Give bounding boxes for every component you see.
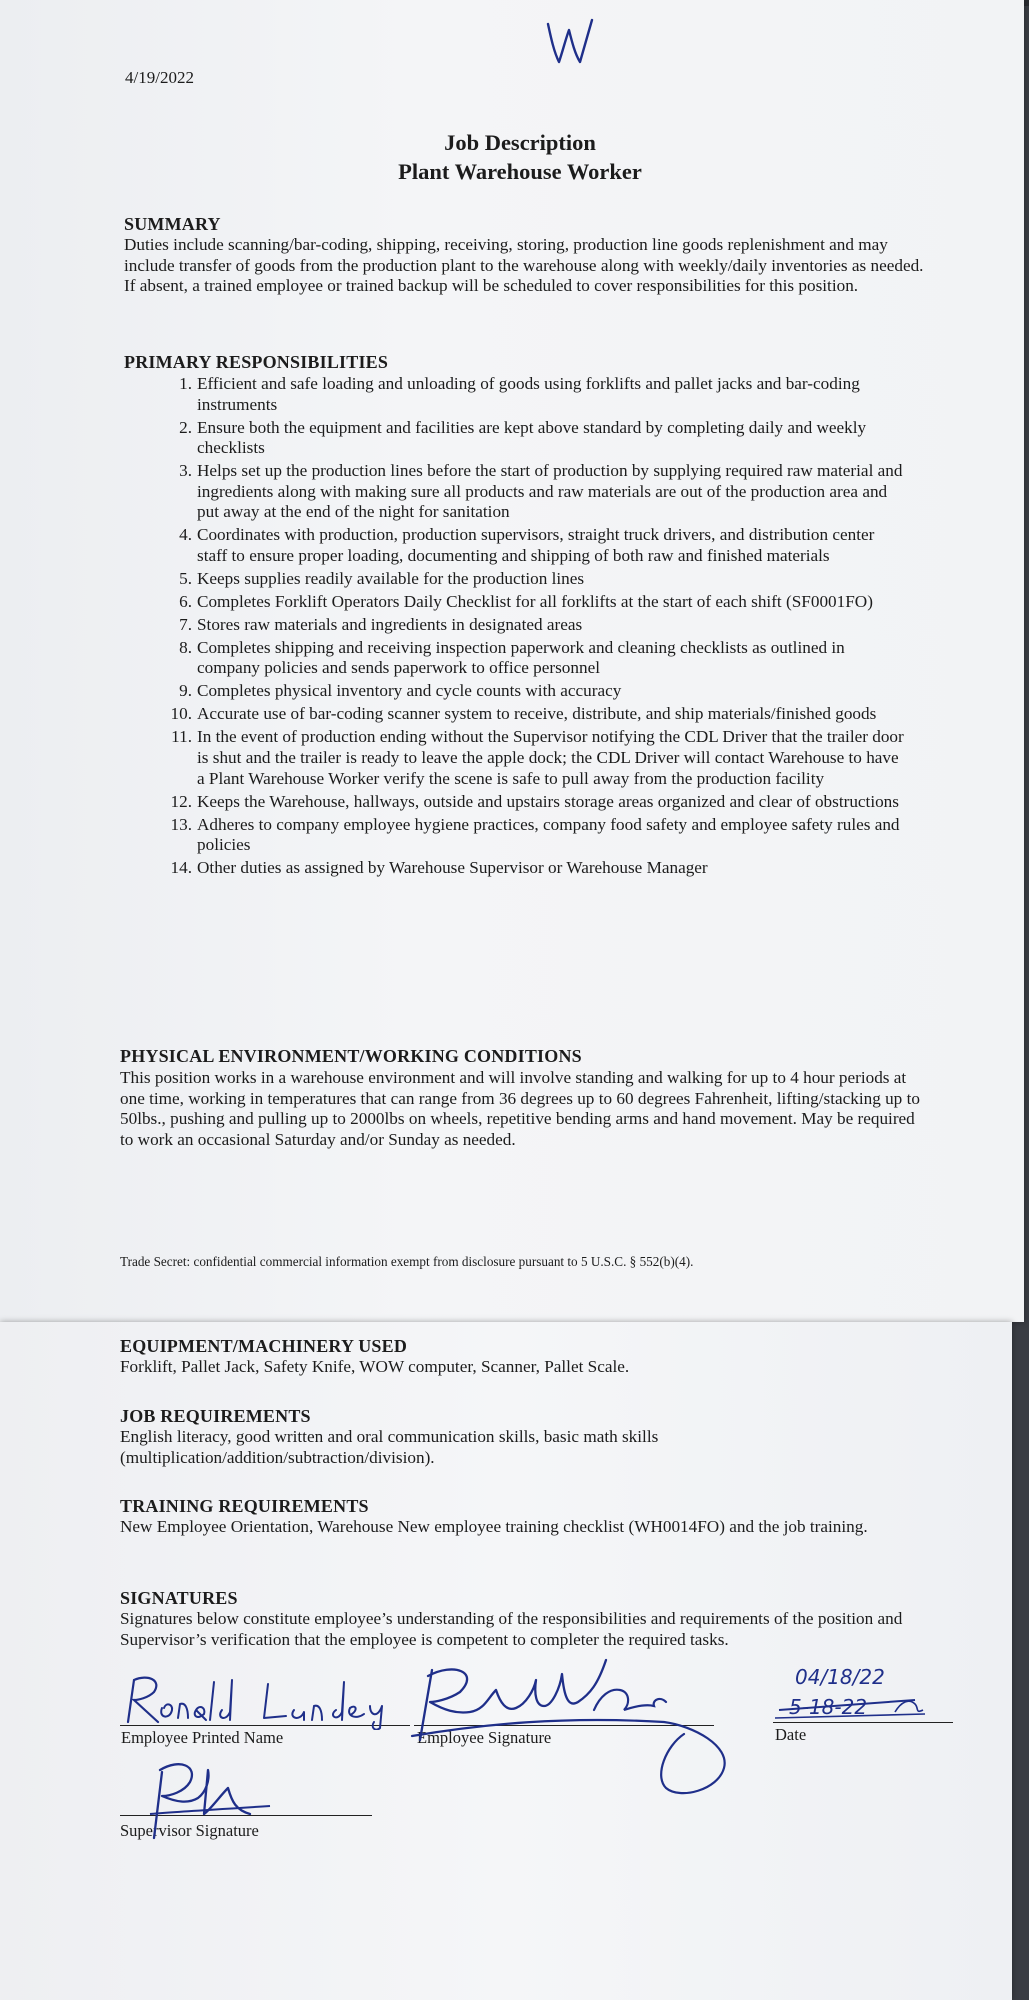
list-item: 2. Ensure both the equipment and facilities are kept above standard by completing daily and weekly checklists (179, 417, 867, 458)
list-item: 8. Completes shipping and receiving inspection paperwork and cleaning checklists as outlined in company policies and sends paperwork to office personnel (179, 637, 845, 678)
svg-text:5-18-22: 5-18-22 (789, 1695, 868, 1719)
job-title: Plant Warehouse Worker (398, 159, 642, 184)
handwritten-w-mark (545, 16, 595, 68)
employee-signature-image (384, 1650, 744, 1800)
employee-printed-name-label: Employee Printed Name (121, 1728, 284, 1747)
list-item: 14. Other duties as assigned by Warehouse Supervisor or Warehouse Manager (170, 858, 708, 878)
svg-text:04/18/22: 04/18/22 (795, 1665, 885, 1689)
date-label: Date (775, 1725, 807, 1744)
list-item: 10. Accurate use of bar-coding scanner system to receive, distribute, and ship materials/finished goods (170, 704, 877, 724)
list-item: 6. Completes Forklift Operators Daily Checklist for all forklifts at the start of each shift (SF0001FO) (179, 591, 873, 611)
list-item: 5. Keeps supplies readily available for the production lines (179, 568, 585, 588)
job-requirements-heading: JOB REQUIREMENTS (120, 1406, 311, 1426)
list-item: 3. Helps set up the production lines before the start of production by supplying required raw material and ingredients along with making sure all products and raw materials are out of the production area and put away at the end of the night for sanitation (179, 461, 903, 522)
responsibilities-list (160, 374, 905, 881)
handwritten-printed-name (118, 1670, 418, 1730)
employee-signature-label: Employee Signature (417, 1728, 552, 1747)
training-text: New Employee Orientation, Warehouse New employee training checklist (WH0014FO) and the job training. (120, 1517, 868, 1536)
physical-environment-text: This position works in a warehouse environment and will involve standing and walking for up to 4 hour periods at one time, working in temperatures that can range from 36 degrees up to 60 degrees Fahrenheit, lifting/stacking up to 50lbs., pushing and pulling up to 2000lbs on wheels, repetitive bending arms and hand movement. May be required to work an occasional Saturday and/or Sunday as needed. (120, 1068, 920, 1149)
list-item: 13. Adheres to company employee hygiene practices, company food safety and employee safety rules and policies (170, 814, 900, 855)
handwritten-date (765, 1658, 965, 1728)
summary-text: Duties include scanning/bar-coding, shipping, receiving, storing, production line goods replenishment and may include transfer of goods from the production plant to the warehouse along with weekly/daily inventories as needed. If absent, a trained employee or trained backup will be scheduled to cover responsibilities for this position. (124, 235, 924, 295)
document-date: 4/19/2022 (125, 68, 194, 87)
equipment-text: Forklift, Pallet Jack, Safety Knife, WOW computer, Scanner, Pallet Scale. (120, 1357, 630, 1376)
responsibilities-heading: PRIMARY RESPONSIBILITIES (124, 352, 389, 372)
document-title: Job Description (444, 130, 596, 155)
physical-environment-heading: PHYSICAL ENVIRONMENT/WORKING CONDITIONS (120, 1046, 582, 1066)
trade-secret-note: Trade Secret: confidential commercial information exempt from disclosure pursuant to 5 U.S.C. § 552(b)(4). (120, 1254, 694, 1269)
list-item: 1. Efficient and safe loading and unloading of goods using forklifts and pallet jacks and bar-coding instruments (179, 374, 860, 414)
list-item: 9. Completes physical inventory and cycle counts with accuracy (179, 681, 622, 701)
supervisor-signature-image (140, 1752, 290, 1852)
signatures-text: Signatures below constitute employee’s understanding of the responsibilities and requirements of the position and Supervisor’s verification that the employee is competent to completer the required tasks. (120, 1609, 903, 1649)
equipment-heading: EQUIPMENT/MACHINERY USED (120, 1336, 408, 1356)
summary-heading: SUMMARY (124, 214, 221, 234)
signatures-heading: SIGNATURES (120, 1588, 238, 1608)
list-item: 4. Coordinates with production, production supervisors, straight truck drivers, and distribution center staff to ensure proper loading, documenting and shipping of both raw and finished materials (179, 525, 875, 565)
supervisor-signature-label: Supervisor Signature (120, 1821, 259, 1840)
list-item: 7. Stores raw materials and ingredients in designated areas (179, 614, 583, 634)
list-item: 11. In the event of production ending without the Supervisor notifying the CDL Driver that the trailer door is shut and the trailer is ready to leave the apple dock; the CDL Driver will contact Warehouse to have a Plant Warehouse Worker verify the scene is safe to pull away from the production facility (171, 727, 904, 788)
list-item: 12. Keeps the Warehouse, hallways, outside and upstairs storage areas organized and clear of obstructions (170, 791, 899, 811)
training-heading: TRAINING REQUIREMENTS (120, 1496, 369, 1516)
job-requirements-text: English literacy, good written and oral communication skills, basic math skills (multiplication/addition/subtraction/division). (120, 1427, 659, 1467)
